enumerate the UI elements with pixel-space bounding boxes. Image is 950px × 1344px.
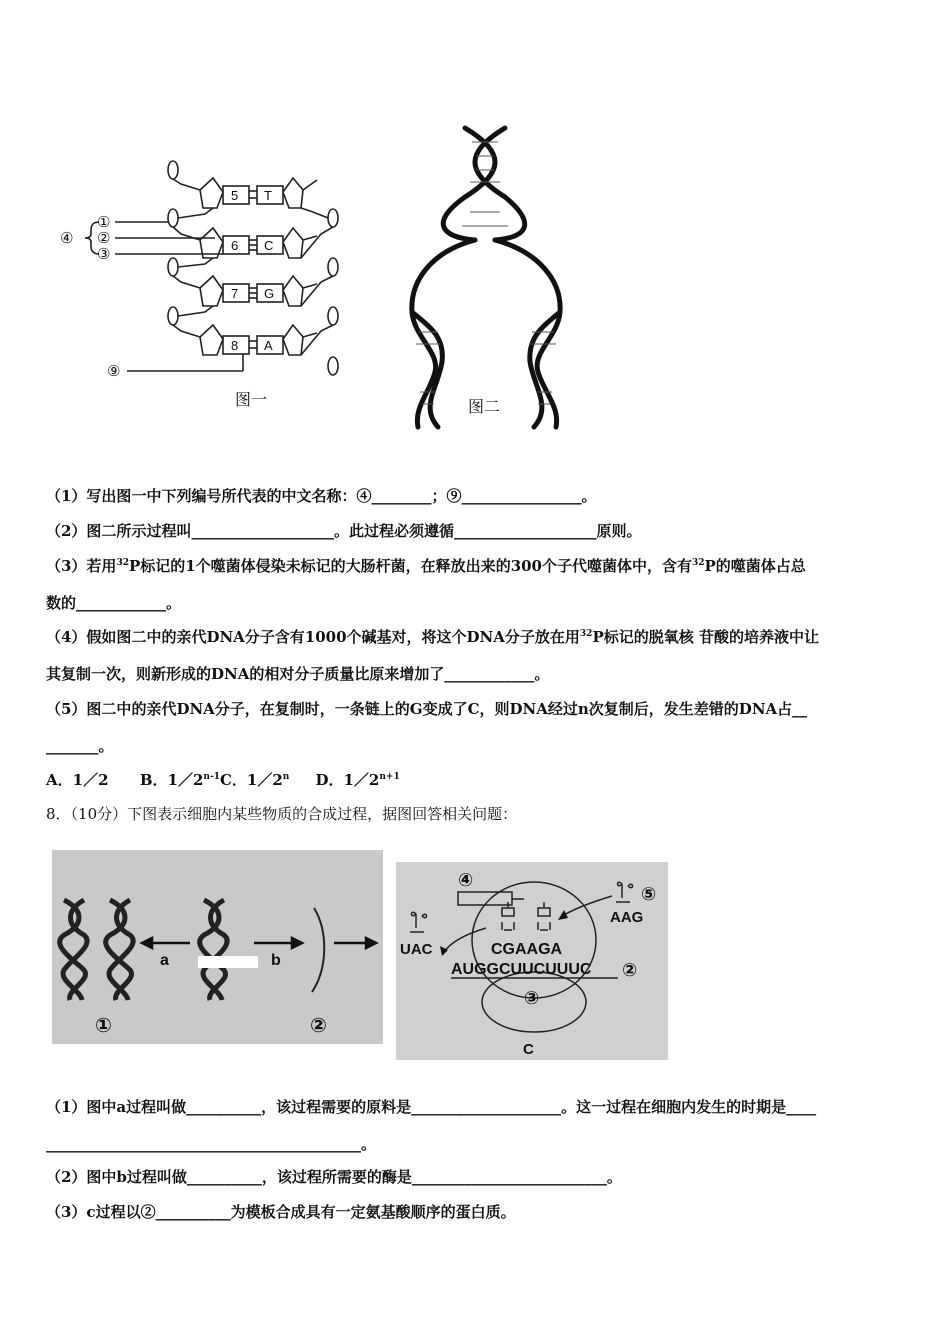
row-base-G: G [264,286,275,301]
option-b-exp: n-1 [203,772,220,782]
q8-header: 8．（10分）下图表示细胞内某些物质的合成过程，据图回答相关问题： [46,805,518,823]
row-num-8: 8 [231,338,239,353]
option-b: B．1／2 [139,771,204,789]
q8-part-3: （3）c过程以②__________为模板合成具有一定氨基酸顺序的蛋白质。 [46,1203,516,1221]
row-base-T: T [264,188,272,203]
q7-part-5: （5）图二中的亲代DNA分子，在复制时，一条链上的G变成了C，则DNA经过n次复制后，发生差错的DNA占__ [46,700,808,718]
figure-2-caption: 图二 [468,399,501,416]
label-circle-4: ④ [458,870,474,890]
q7-part-4 [46,627,819,647]
q7-part-3 [46,556,806,576]
option-d-exp: n+1 [379,772,400,782]
label-b: b [271,952,281,969]
q8-part-1: （1）图中a过程叫做__________，该过程需要的原料是____________________。这一过程在细胞内发生的时期是____ [46,1098,817,1116]
figure-2-dna-replication [400,122,580,432]
q7-p4-b: P标记的脱氧核 苷酸的培养液中让 [592,628,819,646]
label-AAG: AAG [610,909,644,926]
figure-3-replication-transcription [52,850,383,1044]
q7-part-1: （1）写出图一中下列编号所代表的中文名称：④________；⑨________________。 [46,487,597,505]
row-num-7: 7 [231,286,239,301]
q7-options [46,770,400,790]
option-d: D．1／2 [315,771,380,789]
row-num-6: 6 [231,238,239,253]
q7-p3-a: （3）若用 [46,557,117,575]
label-1: ① [97,214,111,231]
label-anticodons: CGAAGA [491,941,563,958]
q7-part-3-cont: 数的____________。 [46,594,182,612]
q8-part-2: （2）图中b过程叫做__________，该过程所需要的酶是__________________________。 [46,1168,622,1186]
label-4: ④ [60,230,74,247]
label-a: a [160,952,169,969]
label-3: ③ [97,246,111,263]
label-circle-5: ⑤ [641,884,657,904]
label-C: C [523,1041,534,1058]
figure-1-dna-structure [55,150,355,420]
row-base-C: C [264,238,274,253]
q7-part-2: （2）图二所示过程叫___________________。此过程必须遵循___________________原则。 [46,522,642,540]
figure-3-translation [396,862,668,1060]
q7-p4-a: （4）假如图二中的亲代DNA分子含有1000个碱基对，将这个DNA分子放在用 [46,628,580,646]
q7-part-5-cont: _______。 [46,737,114,755]
row-base-A: A [264,338,273,353]
q7-p3-c: P的噬菌体占总 [704,557,806,575]
label-2: ② [97,230,111,247]
q7-p3-sup1: 32 [116,558,129,568]
q7-p3-b: P标记的1个噬菌体侵染未标记的大肠杆菌，在释放出来的300个子代噬菌体中，含有 [128,557,692,575]
label-mrna-sequence: AUGGCUUCUUUC [451,961,592,978]
q8-part-1-cont: __________________________________________。 [46,1135,377,1153]
label-circle-2-mrna: ② [622,960,638,980]
option-a: A．1／2 [46,771,109,789]
row-num-5: 5 [231,188,239,203]
q7-part-4-cont: 其复制一次，则新形成的DNA的相对分子质量比原来增加了____________。 [46,665,550,683]
label-circle-3: ③ [524,988,540,1008]
label-circle-2: ② [310,1015,327,1037]
label-circle-1: ① [95,1015,112,1037]
label-9: ⑨ [107,363,121,380]
q7-p3-sup2: 32 [692,558,705,568]
option-c: C．1／2 [219,771,283,789]
option-c-exp: n [282,772,290,782]
label-UAC: UAC [400,941,433,958]
figure-1-caption: 图一 [235,392,268,409]
q7-p4-sup: 32 [579,629,593,639]
